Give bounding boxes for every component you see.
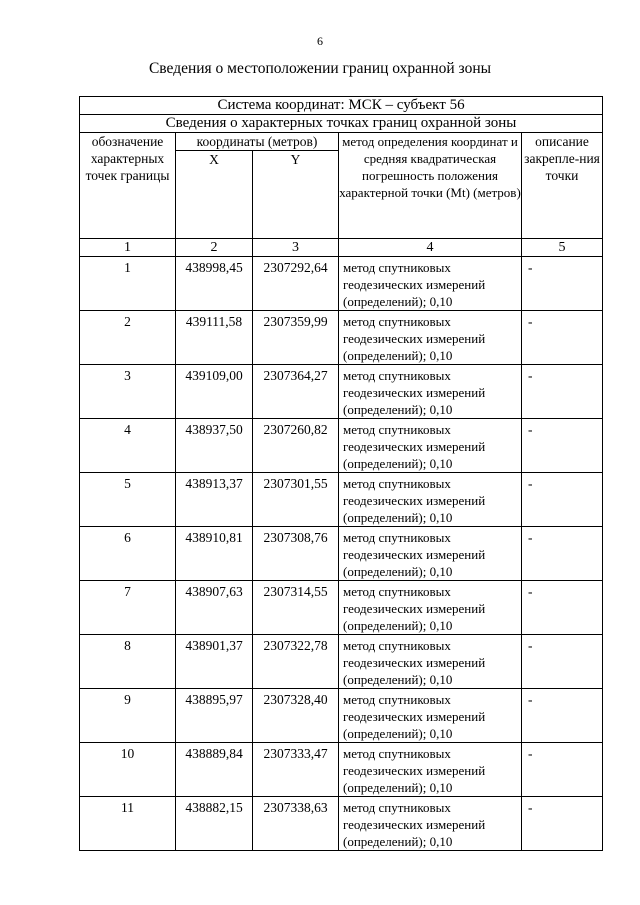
table-row [80,581,603,635]
point-number: 5 [80,473,176,527]
point-number: 2 [80,311,176,365]
column-number: 5 [522,239,603,257]
table-row [80,743,603,797]
y-coordinate: 2307328,40 [253,689,339,743]
method-accuracy: метод спутниковых геодезических измерений (определений); 0,10 [339,743,522,797]
header-x: X [176,151,253,239]
method-accuracy: метод спутниковых геодезических измерений (определений); 0,10 [339,797,522,851]
section-title: Сведения о характерных точках границ охранной зоны [80,115,603,133]
boundary-points-table [79,96,603,851]
table-row [80,635,603,689]
y-coordinate: 2307308,76 [253,527,339,581]
column-number: 2 [176,239,253,257]
column-number: 3 [253,239,339,257]
y-coordinate: 2307322,78 [253,635,339,689]
point-number: 4 [80,419,176,473]
point-number: 10 [80,743,176,797]
point-number: 8 [80,635,176,689]
point-description: - [522,689,603,743]
y-coordinate: 2307292,64 [253,257,339,311]
method-accuracy: метод спутниковых геодезических измерений (определений); 0,10 [339,581,522,635]
header-method: метод определения координат и средняя квадратическая погрешность положения характерной точки (Mt) (метров) [339,133,522,239]
x-coordinate: 439111,58 [176,311,253,365]
header-point-designation: обозначение характерных точек границы [80,133,176,239]
page-number: 6 [317,34,323,48]
column-number: 4 [339,239,522,257]
x-coordinate: 438907,63 [176,581,253,635]
coordinate-system-title: Система координат: МСК – субъект 56 [80,97,603,115]
method-accuracy: метод спутниковых геодезических измерений (определений); 0,10 [339,419,522,473]
header-description: описание закрепле-ния точки [522,133,603,239]
point-description: - [522,473,603,527]
table-row [80,689,603,743]
method-accuracy: метод спутниковых геодезических измерений (определений); 0,10 [339,365,522,419]
point-description: - [522,797,603,851]
point-description: - [522,581,603,635]
column-number-row [80,239,603,257]
header-coordinates: координаты (метров) [176,133,339,151]
x-coordinate: 438937,50 [176,419,253,473]
y-coordinate: 2307333,47 [253,743,339,797]
header-row-1 [80,133,603,151]
method-accuracy: метод спутниковых геодезических измерений (определений); 0,10 [339,527,522,581]
table-row [80,365,603,419]
method-accuracy: метод спутниковых геодезических измерений (определений); 0,10 [339,635,522,689]
point-description: - [522,311,603,365]
table-row [80,797,603,851]
y-coordinate: 2307301,55 [253,473,339,527]
point-number: 9 [80,689,176,743]
point-number: 7 [80,581,176,635]
y-coordinate: 2307359,99 [253,311,339,365]
method-accuracy: метод спутниковых геодезических измерений (определений); 0,10 [339,473,522,527]
point-number: 1 [80,257,176,311]
table-row [80,311,603,365]
point-description: - [522,527,603,581]
x-coordinate: 438889,84 [176,743,253,797]
x-coordinate: 438895,97 [176,689,253,743]
x-coordinate: 438910,81 [176,527,253,581]
x-coordinate: 438901,37 [176,635,253,689]
point-description: - [522,635,603,689]
section-title-row [80,115,603,133]
point-description: - [522,743,603,797]
table-row [80,473,603,527]
method-accuracy: метод спутниковых геодезических измерений (определений); 0,10 [339,689,522,743]
document-title: Сведения о местоположении границ охранной зоны [148,60,492,77]
table-row [80,527,603,581]
y-coordinate: 2307364,27 [253,365,339,419]
y-coordinate: 2307260,82 [253,419,339,473]
method-accuracy: метод спутниковых геодезических измерений (определений); 0,10 [339,311,522,365]
x-coordinate: 438882,15 [176,797,253,851]
y-coordinate: 2307314,55 [253,581,339,635]
point-number: 11 [80,797,176,851]
point-number: 6 [80,527,176,581]
x-coordinate: 438913,37 [176,473,253,527]
header-y: Y [253,151,339,239]
table-row [80,257,603,311]
x-coordinate: 438998,45 [176,257,253,311]
table-row [80,419,603,473]
point-description: - [522,365,603,419]
point-description: - [522,419,603,473]
y-coordinate: 2307338,63 [253,797,339,851]
method-accuracy: метод спутниковых геодезических измерений (определений); 0,10 [339,257,522,311]
x-coordinate: 439109,00 [176,365,253,419]
point-number: 3 [80,365,176,419]
system-title-row [80,97,603,115]
point-description: - [522,257,603,311]
column-number: 1 [80,239,176,257]
